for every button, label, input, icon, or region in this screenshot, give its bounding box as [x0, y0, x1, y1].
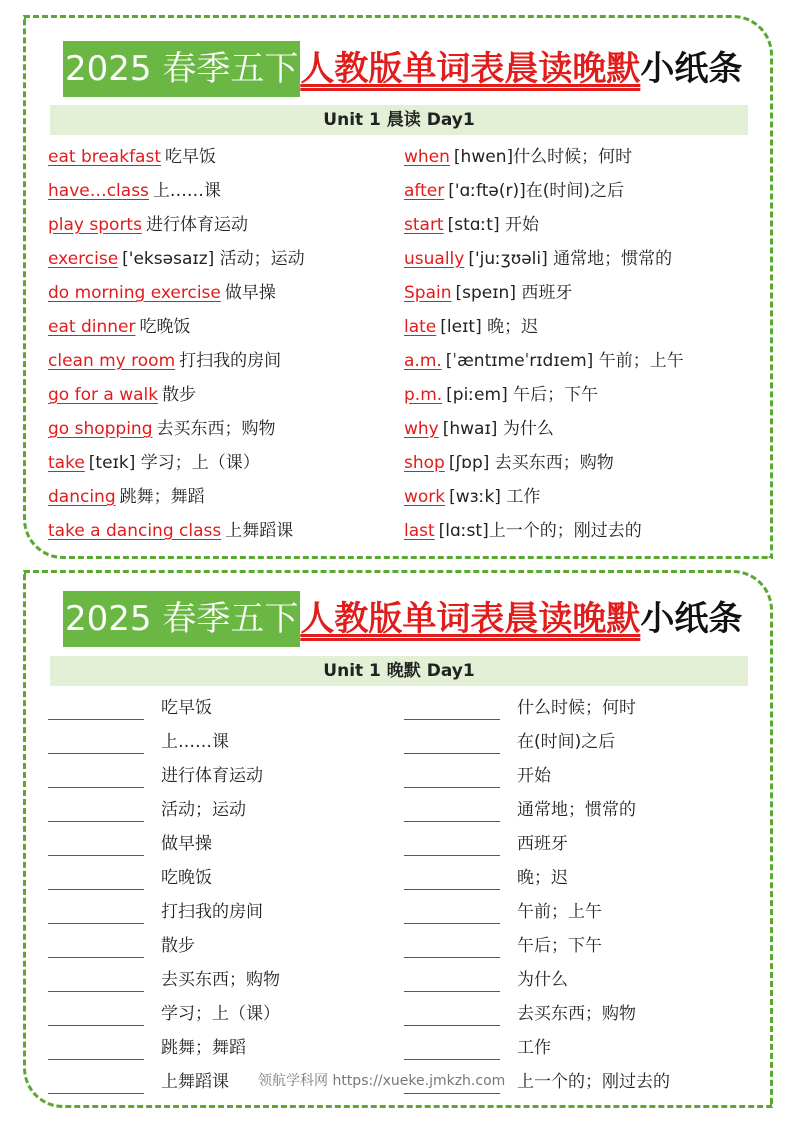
word-meaning: [teɪk] 学习；上（课）: [88, 453, 260, 473]
answer-blank-line[interactable]: [48, 786, 144, 788]
english-word: take a dancing class: [48, 521, 222, 541]
word-meaning: 午前；上午: [517, 902, 602, 922]
english-word: go shopping: [48, 419, 153, 439]
morning-right-entry: [404, 210, 539, 240]
english-word: last: [404, 521, 435, 541]
title-black-text: 小纸条: [640, 599, 743, 639]
morning-right-entry: [404, 448, 614, 478]
answer-blank-line[interactable]: [48, 956, 144, 958]
word-meaning: 为什么: [517, 970, 568, 990]
morning-title: [63, 41, 742, 97]
english-word: go for a walk: [48, 385, 159, 405]
word-meaning: 吃晚饭: [139, 317, 191, 337]
word-meaning: 上……课: [161, 732, 229, 752]
english-word: a.m.: [404, 351, 442, 371]
english-word: eat breakfast: [48, 147, 161, 167]
word-meaning: 跳舞；舞蹈: [161, 1038, 246, 1058]
answer-blank-line[interactable]: [404, 786, 500, 788]
word-meaning: [wɜːk] 工作: [449, 487, 541, 507]
word-meaning: 吃晚饭: [161, 868, 212, 888]
answer-blank-line[interactable]: [48, 1092, 144, 1094]
answer-blank-line[interactable]: [404, 854, 500, 856]
english-word: shop: [404, 453, 445, 473]
word-meaning: [hwen]什么时候；何时: [453, 147, 633, 167]
english-word: late: [404, 317, 437, 337]
word-meaning: 在(时间)之后: [517, 732, 616, 752]
morning-right-entry: [404, 142, 632, 172]
answer-blank-line[interactable]: [48, 922, 144, 924]
title-red-text: 人教版单词表晨读晚默: [300, 49, 641, 89]
answer-blank-line[interactable]: [404, 956, 500, 958]
word-meaning: 午后；下午: [517, 936, 602, 956]
morning-right-entry: [404, 312, 538, 342]
english-word: exercise: [48, 249, 119, 269]
morning-right-entry: [404, 244, 672, 274]
answer-blank-line[interactable]: [404, 1024, 500, 1026]
morning-right-entry: [404, 482, 540, 512]
answer-blank-line[interactable]: [48, 854, 144, 856]
word-meaning: ['juːʒʊəli] 通常地；惯常的: [468, 249, 673, 269]
morning-left-entry: [48, 278, 276, 308]
answer-blank-line[interactable]: [404, 1058, 500, 1060]
word-meaning: 打扫我的房间: [179, 351, 282, 371]
morning-right-entry: [404, 516, 642, 546]
morning-left-entry: [48, 142, 216, 172]
answer-blank-line[interactable]: [48, 888, 144, 890]
word-meaning: [ʃɒp] 去买东西；购物: [448, 453, 614, 473]
morning-right-entry: [404, 414, 554, 444]
word-meaning: 做早操: [224, 283, 276, 303]
footer-watermark: 领航学科网 https://xueke.jmkzh.com: [258, 1073, 506, 1089]
word-meaning: 上舞蹈课: [161, 1072, 229, 1092]
evening-band: Unit 1 晚默 Day1: [50, 656, 748, 686]
word-meaning: [ˈæntɪmeˈrɪdɪem] 午前；上午: [445, 351, 684, 371]
answer-blank-line[interactable]: [404, 752, 500, 754]
answer-blank-line[interactable]: [48, 990, 144, 992]
word-meaning: 打扫我的房间: [161, 902, 263, 922]
english-word: do morning exercise: [48, 283, 221, 303]
english-word: usually: [404, 249, 465, 269]
word-meaning: 进行体育运动: [161, 766, 263, 786]
word-meaning: 散步: [161, 936, 195, 956]
word-meaning: [speɪn] 西班牙: [455, 283, 573, 303]
english-word: clean my room: [48, 351, 176, 371]
morning-right-entry: [404, 176, 624, 206]
evening-card: [23, 570, 773, 1108]
morning-right-entry: [404, 380, 598, 410]
morning-left-entry: [48, 380, 196, 410]
morning-left-entry: [48, 176, 221, 206]
answer-blank-line[interactable]: [404, 888, 500, 890]
english-word: take: [48, 453, 85, 473]
morning-left-entry: [48, 482, 205, 512]
word-meaning: [lɑːst]上一个的；刚过去的: [438, 521, 642, 541]
word-meaning: [hwaɪ] 为什么: [442, 419, 554, 439]
word-meaning: 去买东西；购物: [517, 1004, 636, 1024]
answer-blank-line[interactable]: [404, 990, 500, 992]
word-meaning: 工作: [517, 1038, 551, 1058]
answer-blank-line[interactable]: [48, 1058, 144, 1060]
word-meaning: 西班牙: [517, 834, 568, 854]
morning-right-entry: [404, 278, 572, 308]
word-meaning: 活动；运动: [161, 800, 246, 820]
english-word: start: [404, 215, 444, 235]
word-meaning: 进行体育运动: [145, 215, 248, 235]
word-meaning: 去买东西；购物: [156, 419, 276, 439]
word-meaning: 上一个的；刚过去的: [517, 1072, 670, 1092]
english-word: p.m.: [404, 385, 443, 405]
morning-left-entry: [48, 414, 276, 444]
word-meaning: 学习；上（课）: [161, 1004, 280, 1024]
evening-title: [63, 591, 742, 647]
title-green-text: 2025 春季五下: [63, 41, 300, 97]
morning-band: Unit 1 晨读 Day1: [50, 105, 748, 135]
word-meaning: ['ɑːftə(r)]在(时间)之后: [448, 181, 625, 201]
title-green-text: 2025 春季五下: [63, 591, 300, 647]
morning-left-entry: [48, 210, 248, 240]
answer-blank-line[interactable]: [48, 1024, 144, 1026]
word-meaning: 通常地；惯常的: [517, 800, 636, 820]
english-word: have…class: [48, 181, 149, 201]
answer-blank-line[interactable]: [404, 718, 500, 720]
english-word: play sports: [48, 215, 142, 235]
word-meaning: [leɪt] 晚；迟: [440, 317, 539, 337]
word-meaning: 开始: [517, 766, 551, 786]
word-meaning: 上……课: [152, 181, 221, 201]
morning-left-entry: [48, 244, 305, 274]
word-meaning: [stɑːt] 开始: [447, 215, 539, 235]
word-meaning: [piːem] 午后；下午: [446, 385, 599, 405]
answer-blank-line[interactable]: [48, 752, 144, 754]
answer-blank-line[interactable]: [404, 820, 500, 822]
morning-left-entry: [48, 448, 260, 478]
word-meaning: 跳舞；舞蹈: [119, 487, 205, 507]
word-meaning: 什么时候；何时: [517, 698, 636, 718]
english-word: dancing: [48, 487, 116, 507]
word-meaning: 去买东西；购物: [161, 970, 280, 990]
word-meaning: 散步: [162, 385, 197, 405]
title-red-text: 人教版单词表晨读晚默: [300, 599, 641, 639]
english-word: Spain: [404, 283, 452, 303]
word-meaning: 吃早饭: [165, 147, 216, 167]
english-word: eat dinner: [48, 317, 136, 337]
english-word: work: [404, 487, 446, 507]
answer-blank-line[interactable]: [48, 820, 144, 822]
word-meaning: 晚；迟: [517, 868, 568, 888]
word-meaning: ['eksəsaɪz] 活动；运动: [122, 249, 305, 269]
answer-blank-line[interactable]: [404, 1092, 500, 1094]
title-black-text: 小纸条: [640, 49, 743, 89]
morning-right-entry: [404, 346, 684, 376]
word-meaning: 做早操: [161, 834, 212, 854]
morning-left-entry: [48, 312, 190, 342]
morning-left-entry: [48, 346, 281, 376]
answer-blank-line[interactable]: [404, 922, 500, 924]
english-word: when: [404, 147, 450, 167]
english-word: after: [404, 181, 445, 201]
english-word: why: [404, 419, 439, 439]
word-meaning: 上舞蹈课: [225, 521, 294, 541]
word-meaning: 吃早饭: [161, 698, 212, 718]
morning-left-entry: [48, 516, 293, 546]
answer-blank-line[interactable]: [48, 718, 144, 720]
